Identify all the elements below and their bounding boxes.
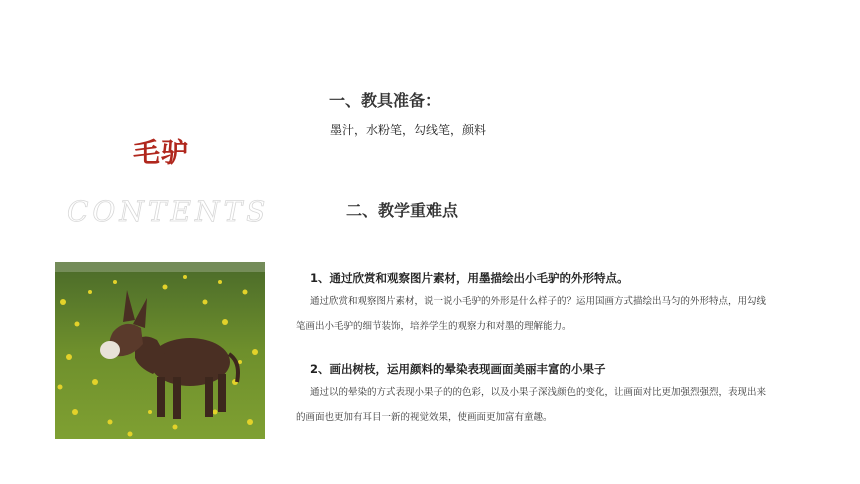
contents-watermark: CONTENTS <box>67 195 270 228</box>
point1-text: 通过欣赏和观察图片素材，说一说小毛驴的外形是什么样子的？运用国画方式描绘出马匀的外形特点，用勾线笔画出小毛驴的细节装饰，培养学生的观察力和对墨的理解能力。 <box>296 296 767 332</box>
section2-heading: 二、教学重难点 <box>346 201 459 220</box>
point1-title: 1、通过欣赏和观察图片素材，用墨描绘出小毛驴的外形特点。 <box>310 271 629 285</box>
donkey-illustration <box>55 262 265 439</box>
point2-title: 2、画出树枝，运用颜料的晕染表现画面美丽丰富的小果子 <box>310 362 606 376</box>
point2-text: 通过以的晕染的方式表现小果子的的色彩，以及小果子深浅颜色的变化，让画面对比更加强烈强烈，表现出来的画面也更加有耳目一新的视觉效果，使画面更加富有童趣。 <box>296 387 767 423</box>
donkey-photo <box>55 262 265 439</box>
page-title: 毛驴 <box>133 138 189 169</box>
section1-heading: 一、教具准备： <box>329 91 442 110</box>
section1-body: 墨汁，水粉笔，勾线笔，颜料 <box>330 123 487 137</box>
